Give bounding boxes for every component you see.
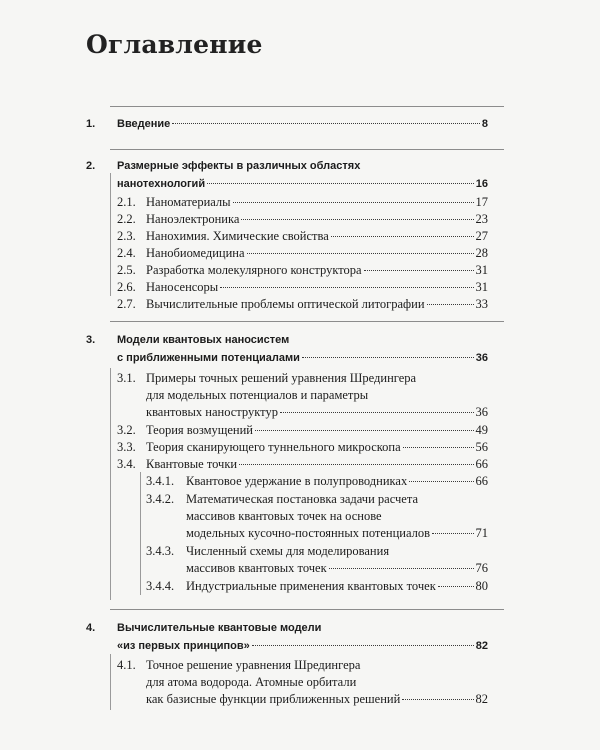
toc-entry[interactable] — [0, 278, 600, 296]
dot-leader — [255, 430, 473, 431]
toc-entry[interactable] — [0, 386, 600, 404]
dot-leader — [438, 586, 474, 587]
toc-entry[interactable] — [0, 295, 600, 313]
toc-entry-number: 3.4.1. — [146, 474, 175, 488]
page-title: Оглавление — [86, 30, 263, 59]
toc-entry-page-number: 27 — [475, 229, 488, 243]
toc-entry[interactable] — [0, 210, 600, 228]
dot-leader — [427, 304, 474, 305]
toc-entry-page-number: 31 — [475, 263, 488, 277]
toc-entry-number: 2.1. — [117, 195, 136, 209]
dot-leader — [207, 183, 474, 184]
toc-entry-number: 2.3. — [117, 229, 136, 243]
dot-leader — [364, 270, 474, 271]
toc-entry[interactable] — [0, 656, 600, 674]
toc-entry[interactable] — [0, 559, 600, 577]
toc-entry-title: Численный схемы для моделирования — [186, 544, 390, 558]
toc-entry-title: Квантовые точки — [146, 457, 238, 471]
toc-entry-title: Квантовое удержание в полупроводниках — [186, 474, 408, 488]
toc-entry[interactable] — [0, 421, 600, 439]
toc-entry-number: 3.1. — [117, 371, 136, 385]
toc-entry[interactable] — [0, 244, 600, 262]
toc-entry-page-number: 56 — [475, 440, 488, 454]
toc-entry-number: 4. — [86, 622, 96, 634]
toc-entry-page-number: 80 — [475, 579, 488, 593]
toc-entry[interactable] — [0, 115, 600, 133]
dot-leader — [239, 464, 473, 465]
toc-entry[interactable] — [0, 193, 600, 211]
dot-leader — [331, 236, 474, 237]
toc-entry[interactable] — [0, 619, 600, 637]
toc-entry-title: «из первых принципов» — [117, 640, 250, 652]
toc-entry-number: 4.1. — [117, 658, 136, 672]
dot-leader — [252, 645, 474, 646]
toc-entry-title: Нанохимия. Химические свойства — [146, 229, 329, 243]
toc-entry-page-number: 8 — [481, 118, 488, 130]
toc-entry[interactable] — [0, 690, 600, 708]
toc-entry-number: 2.5. — [117, 263, 136, 277]
toc-entry-page-number: 82 — [475, 640, 488, 652]
toc-entry-page-number: 82 — [475, 692, 488, 706]
toc-entry-page-number: 31 — [475, 280, 488, 294]
toc-entry[interactable] — [0, 507, 600, 525]
toc-entry-title: Введение — [117, 118, 171, 130]
toc-entry-title: для атома водорода. Атомные орбитали — [146, 675, 357, 689]
dot-leader — [329, 568, 474, 569]
indent-guide-line — [110, 173, 111, 296]
indent-guide-line — [140, 472, 141, 595]
toc-entry-title: нанотехнологий — [117, 178, 206, 190]
dot-leader — [247, 253, 474, 254]
dot-leader — [241, 219, 473, 220]
toc-entry[interactable] — [0, 175, 600, 193]
toc-entry-title: Теория сканирующего туннельного микроскопа — [146, 440, 401, 454]
section-rule — [110, 321, 504, 322]
toc-entry-page-number: 17 — [475, 195, 488, 209]
toc-entry-title: Математическая постановка задачи расчета — [186, 492, 419, 506]
toc-entry-number: 3.4.3. — [146, 544, 175, 558]
toc-entry-page-number: 36 — [475, 352, 488, 364]
toc-entry-number: 3.2. — [117, 423, 136, 437]
toc-entry[interactable] — [0, 227, 600, 245]
toc-entry-page-number: 28 — [475, 246, 488, 260]
toc-entry-title: Вычислительные квантовые модели — [117, 622, 322, 634]
toc-entry-page-number: 23 — [475, 212, 488, 226]
toc-entry-number: 2. — [86, 160, 96, 172]
toc-entry-title: квантовых наноструктур — [146, 405, 278, 419]
toc-entry-number: 2.6. — [117, 280, 136, 294]
toc-entry-title: как базисные функции приближенных решений — [146, 692, 401, 706]
toc-entry[interactable] — [0, 637, 600, 655]
section-rule — [110, 609, 504, 610]
dot-leader — [403, 447, 474, 448]
toc-entry[interactable] — [0, 490, 600, 508]
indent-guide-line — [110, 654, 111, 710]
dot-leader — [432, 533, 473, 534]
toc-entry-title: для модельных потенциалов и параметры — [146, 388, 369, 402]
toc-entry-number: 1. — [86, 118, 96, 130]
toc-entry-number: 3.4.4. — [146, 579, 175, 593]
toc-entry[interactable] — [0, 472, 600, 490]
toc-entry-title: Теория возмущений — [146, 423, 254, 437]
toc-entry-title: модельных кусочно-постоянных потенциалов — [186, 526, 431, 540]
toc-entry-number: 3. — [86, 334, 96, 346]
toc-entry[interactable] — [0, 524, 600, 542]
toc-entry-title: массивов квантовых точек — [186, 561, 327, 575]
toc-entry[interactable] — [0, 349, 600, 367]
toc-entry-title: Индустриальные применения квантовых точек — [186, 579, 436, 593]
toc-entry-title: Модели квантовых наносистем — [117, 334, 290, 346]
toc-entry-number: 2.4. — [117, 246, 136, 260]
toc-entry[interactable] — [0, 577, 600, 595]
toc-entry-title: Наносенсоры — [146, 280, 219, 294]
toc-entry-number: 2.7. — [117, 297, 136, 311]
section-rule — [110, 149, 504, 150]
toc-entry-number: 3.3. — [117, 440, 136, 454]
toc-entry[interactable] — [0, 455, 600, 473]
toc-entry-page-number: 66 — [475, 474, 488, 488]
toc-entry[interactable] — [0, 331, 600, 349]
toc-entry-page-number: 66 — [475, 457, 488, 471]
toc-entry-page-number: 71 — [475, 526, 488, 540]
toc-entry-title: Нанобиомедицина — [146, 246, 245, 260]
toc-entry[interactable] — [0, 438, 600, 456]
toc-entry[interactable] — [0, 369, 600, 387]
toc-entry[interactable] — [0, 673, 600, 691]
toc-entry-page-number: 76 — [475, 561, 488, 575]
toc-entry-page-number: 49 — [475, 423, 488, 437]
dot-leader — [302, 357, 474, 358]
toc-entry-page-number: 36 — [475, 405, 488, 419]
toc-entry[interactable] — [0, 157, 600, 175]
section-rule — [110, 106, 504, 107]
dot-leader — [409, 481, 473, 482]
toc-entry-number: 3.4.2. — [146, 492, 175, 506]
dot-leader — [280, 412, 474, 413]
toc-entry[interactable] — [0, 542, 600, 560]
toc-entry[interactable] — [0, 261, 600, 279]
toc-entry[interactable] — [0, 403, 600, 421]
toc-entry-title: с приближенными потенциалами — [117, 352, 300, 364]
indent-guide-line — [110, 368, 111, 600]
toc-entry-title: Размерные эффекты в различных областях — [117, 160, 361, 172]
toc-entry-title: Примеры точных решений уравнения Шредингера — [146, 371, 417, 385]
toc-entry-number: 3.4. — [117, 457, 136, 471]
dot-leader — [172, 123, 480, 124]
toc-entry-title: Вычислительные проблемы оптической литографии — [146, 297, 425, 311]
dot-leader — [233, 202, 474, 203]
dot-leader — [220, 287, 473, 288]
toc-entry-number: 2.2. — [117, 212, 136, 226]
toc-entry-title: Точное решение уравнения Шредингера — [146, 658, 361, 672]
toc-entry-title: Наноэлектроника — [146, 212, 240, 226]
dot-leader — [402, 699, 473, 700]
toc-entry-page-number: 33 — [475, 297, 488, 311]
toc-entry-title: Разработка молекулярного конструктора — [146, 263, 362, 277]
toc-entry-page-number: 16 — [475, 178, 488, 190]
toc-entry-title: массивов квантовых точек на основе — [186, 509, 382, 523]
toc-entry-title: Наноматериалы — [146, 195, 231, 209]
